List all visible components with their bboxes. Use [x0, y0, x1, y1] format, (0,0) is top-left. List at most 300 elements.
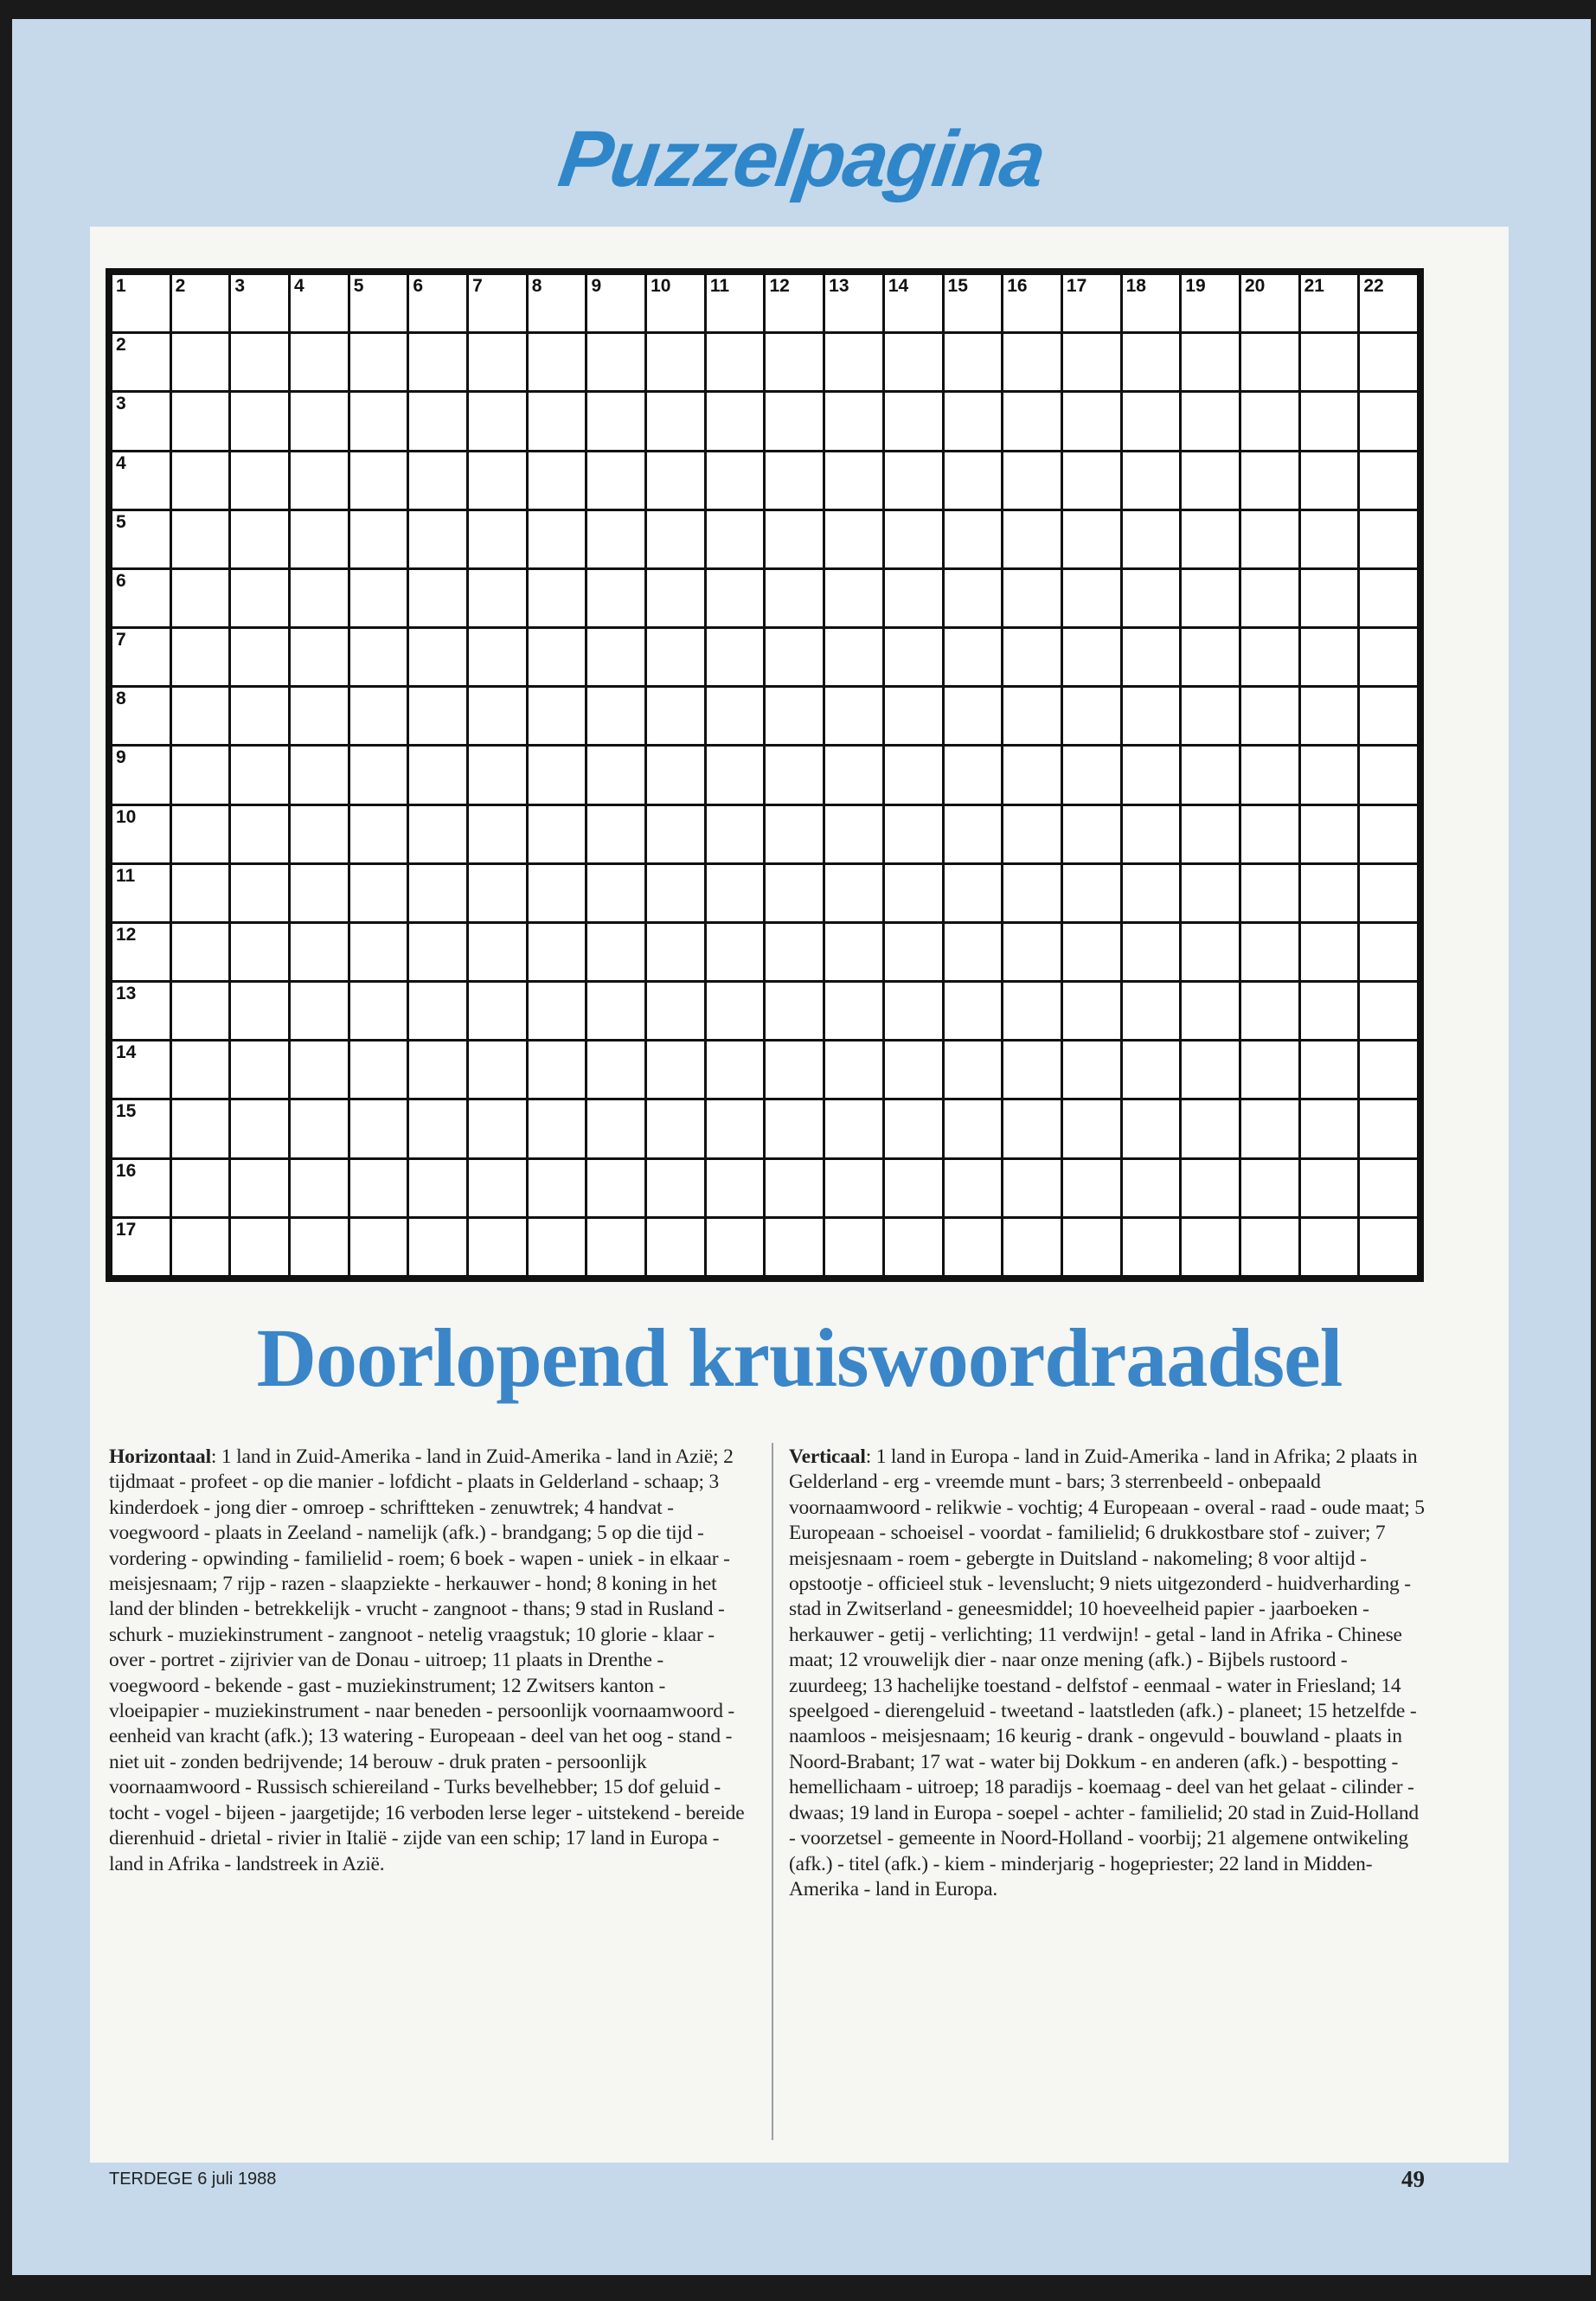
crossword-cell[interactable] [409, 393, 466, 449]
crossword-cell[interactable] [1360, 865, 1417, 921]
crossword-cell[interactable] [1360, 629, 1417, 685]
crossword-cell[interactable] [350, 275, 407, 331]
crossword-cell[interactable] [587, 747, 644, 803]
crossword-cell[interactable] [885, 511, 942, 567]
crossword-cell[interactable] [885, 334, 942, 390]
crossword-cell[interactable] [1063, 570, 1120, 626]
crossword-cell[interactable] [1360, 1100, 1417, 1157]
crossword-cell[interactable] [945, 806, 1002, 862]
crossword-cell[interactable] [707, 334, 764, 390]
crossword-cell[interactable] [945, 393, 1002, 449]
crossword-cell[interactable] [587, 1100, 644, 1157]
crossword-cell[interactable] [231, 629, 288, 685]
crossword-cell[interactable] [291, 1160, 348, 1216]
crossword-cell[interactable] [529, 1160, 586, 1216]
crossword-cell[interactable] [707, 747, 764, 803]
crossword-cell[interactable] [291, 806, 348, 862]
crossword-cell[interactable] [529, 747, 586, 803]
crossword-cell[interactable] [112, 570, 170, 626]
crossword-cell[interactable] [1063, 924, 1120, 980]
crossword-cell[interactable] [647, 865, 704, 921]
crossword-cell[interactable] [409, 924, 466, 980]
crossword-cell[interactable] [1063, 275, 1120, 331]
crossword-cell[interactable] [1003, 806, 1061, 862]
crossword-cell[interactable] [112, 688, 170, 744]
crossword-cell[interactable] [529, 334, 586, 390]
crossword-cell[interactable] [469, 511, 526, 567]
crossword-cell[interactable] [112, 806, 170, 862]
crossword-cell[interactable] [1063, 1160, 1120, 1216]
crossword-cell[interactable] [1182, 334, 1239, 390]
crossword-cell[interactable] [172, 275, 229, 331]
crossword-cell[interactable] [291, 688, 348, 744]
crossword-cell[interactable] [1182, 688, 1239, 744]
crossword-cell[interactable] [231, 511, 288, 567]
crossword-cell[interactable] [1123, 806, 1180, 862]
crossword-cell[interactable] [707, 1100, 764, 1157]
crossword-cell[interactable] [231, 275, 288, 331]
crossword-cell[interactable] [112, 865, 170, 921]
crossword-cell[interactable] [529, 983, 586, 1039]
crossword-cell[interactable] [1301, 334, 1358, 390]
crossword-cell[interactable] [469, 393, 526, 449]
crossword-cell[interactable] [350, 511, 407, 567]
crossword-cell[interactable] [1360, 983, 1417, 1039]
crossword-cell[interactable] [1182, 865, 1239, 921]
crossword-cell[interactable] [707, 924, 764, 980]
crossword-cell[interactable] [885, 865, 942, 921]
crossword-cell[interactable] [587, 1219, 644, 1275]
crossword-cell[interactable] [945, 865, 1002, 921]
crossword-cell[interactable] [707, 629, 764, 685]
crossword-cell[interactable] [231, 983, 288, 1039]
crossword-cell[interactable] [1241, 452, 1298, 509]
crossword-cell[interactable] [1003, 1219, 1061, 1275]
crossword-cell[interactable] [172, 334, 229, 390]
crossword-cell[interactable] [469, 747, 526, 803]
crossword-cell[interactable] [766, 1100, 823, 1157]
crossword-cell[interactable] [1063, 747, 1120, 803]
crossword-cell[interactable] [1301, 1100, 1358, 1157]
crossword-cell[interactable] [350, 334, 407, 390]
crossword-cell[interactable] [1301, 275, 1358, 331]
crossword-cell[interactable] [1063, 688, 1120, 744]
crossword-cell[interactable] [1182, 924, 1239, 980]
crossword-cell[interactable] [1063, 393, 1120, 449]
crossword-cell[interactable] [1301, 747, 1358, 803]
crossword-cell[interactable] [291, 924, 348, 980]
crossword-cell[interactable] [350, 629, 407, 685]
crossword-cell[interactable] [112, 511, 170, 567]
crossword-cell[interactable] [825, 688, 882, 744]
crossword-cell[interactable] [766, 806, 823, 862]
crossword-cell[interactable] [1301, 393, 1358, 449]
crossword-cell[interactable] [469, 983, 526, 1039]
crossword-cell[interactable] [1360, 570, 1417, 626]
crossword-cell[interactable] [529, 629, 586, 685]
crossword-cell[interactable] [1182, 1100, 1239, 1157]
crossword-cell[interactable] [112, 629, 170, 685]
crossword-cell[interactable] [112, 747, 170, 803]
crossword-cell[interactable] [647, 452, 704, 509]
crossword-cell[interactable] [647, 688, 704, 744]
crossword-cell[interactable] [766, 924, 823, 980]
crossword-cell[interactable] [885, 629, 942, 685]
crossword-cell[interactable] [647, 983, 704, 1039]
crossword-cell[interactable] [529, 1042, 586, 1098]
crossword-cell[interactable] [1241, 688, 1298, 744]
crossword-cell[interactable] [1003, 629, 1061, 685]
crossword-cell[interactable] [825, 393, 882, 449]
crossword-cell[interactable] [766, 393, 823, 449]
crossword-cell[interactable] [825, 629, 882, 685]
crossword-cell[interactable] [409, 1219, 466, 1275]
crossword-cell[interactable] [409, 806, 466, 862]
crossword-cell[interactable] [409, 865, 466, 921]
crossword-cell[interactable] [1360, 275, 1417, 331]
crossword-cell[interactable] [945, 688, 1002, 744]
crossword-cell[interactable] [409, 570, 466, 626]
crossword-cell[interactable] [1241, 806, 1298, 862]
crossword-cell[interactable] [1123, 924, 1180, 980]
crossword-cell[interactable] [1360, 1219, 1417, 1275]
crossword-cell[interactable] [1063, 983, 1120, 1039]
crossword-cell[interactable] [885, 393, 942, 449]
crossword-cell[interactable] [172, 806, 229, 862]
crossword-cell[interactable] [172, 1160, 229, 1216]
crossword-cell[interactable] [885, 924, 942, 980]
crossword-cell[interactable] [469, 452, 526, 509]
crossword-cell[interactable] [1241, 865, 1298, 921]
crossword-cell[interactable] [409, 452, 466, 509]
crossword-cell[interactable] [885, 688, 942, 744]
crossword-cell[interactable] [647, 275, 704, 331]
crossword-cell[interactable] [1063, 1042, 1120, 1098]
crossword-cell[interactable] [1182, 983, 1239, 1039]
crossword-cell[interactable] [469, 1042, 526, 1098]
crossword-cell[interactable] [1003, 511, 1061, 567]
crossword-cell[interactable] [885, 452, 942, 509]
crossword-cell[interactable] [587, 924, 644, 980]
crossword-cell[interactable] [885, 747, 942, 803]
crossword-cell[interactable] [825, 1160, 882, 1216]
crossword-cell[interactable] [647, 1219, 704, 1275]
crossword-cell[interactable] [291, 393, 348, 449]
crossword-cell[interactable] [1063, 511, 1120, 567]
crossword-cell[interactable] [231, 924, 288, 980]
crossword-cell[interactable] [1301, 1160, 1358, 1216]
crossword-cell[interactable] [409, 1042, 466, 1098]
crossword-cell[interactable] [1123, 1042, 1180, 1098]
crossword-cell[interactable] [172, 452, 229, 509]
crossword-cell[interactable] [1241, 393, 1298, 449]
crossword-cell[interactable] [350, 806, 407, 862]
crossword-cell[interactable] [1241, 629, 1298, 685]
crossword-cell[interactable] [825, 1042, 882, 1098]
crossword-cell[interactable] [1301, 865, 1358, 921]
crossword-cell[interactable] [825, 570, 882, 626]
crossword-cell[interactable] [1182, 806, 1239, 862]
crossword-cell[interactable] [587, 1160, 644, 1216]
crossword-cell[interactable] [945, 452, 1002, 509]
crossword-cell[interactable] [469, 865, 526, 921]
crossword-cell[interactable] [529, 865, 586, 921]
crossword-cell[interactable] [825, 511, 882, 567]
crossword-cell[interactable] [825, 275, 882, 331]
crossword-cell[interactable] [825, 806, 882, 862]
crossword-cell[interactable] [1241, 334, 1298, 390]
crossword-cell[interactable] [1360, 806, 1417, 862]
crossword-cell[interactable] [469, 570, 526, 626]
crossword-cell[interactable] [1241, 570, 1298, 626]
crossword-cell[interactable] [231, 806, 288, 862]
crossword-cell[interactable] [1003, 1042, 1061, 1098]
crossword-cell[interactable] [587, 865, 644, 921]
crossword-cell[interactable] [707, 1219, 764, 1275]
crossword-cell[interactable] [529, 511, 586, 567]
crossword-cell[interactable] [1003, 747, 1061, 803]
crossword-cell[interactable] [1241, 275, 1298, 331]
crossword-cell[interactable] [291, 275, 348, 331]
crossword-cell[interactable] [1241, 511, 1298, 567]
crossword-cell[interactable] [350, 393, 407, 449]
crossword-cell[interactable] [885, 275, 942, 331]
crossword-cell[interactable] [231, 393, 288, 449]
crossword-cell[interactable] [1123, 393, 1180, 449]
crossword-cell[interactable] [231, 1100, 288, 1157]
crossword-cell[interactable] [469, 1160, 526, 1216]
crossword-cell[interactable] [587, 983, 644, 1039]
crossword-cell[interactable] [231, 688, 288, 744]
crossword-cell[interactable] [172, 1219, 229, 1275]
crossword-cell[interactable] [1003, 983, 1061, 1039]
crossword-cell[interactable] [291, 747, 348, 803]
crossword-cell[interactable] [529, 452, 586, 509]
crossword-cell[interactable] [1003, 924, 1061, 980]
crossword-cell[interactable] [529, 924, 586, 980]
crossword-cell[interactable] [172, 393, 229, 449]
crossword-cell[interactable] [707, 1042, 764, 1098]
crossword-cell[interactable] [529, 688, 586, 744]
crossword-cell[interactable] [885, 983, 942, 1039]
crossword-cell[interactable] [707, 1160, 764, 1216]
crossword-cell[interactable] [350, 865, 407, 921]
crossword-cell[interactable] [231, 570, 288, 626]
crossword-cell[interactable] [469, 334, 526, 390]
crossword-cell[interactable] [766, 629, 823, 685]
crossword-cell[interactable] [409, 688, 466, 744]
crossword-cell[interactable] [172, 865, 229, 921]
crossword-cell[interactable] [231, 1042, 288, 1098]
crossword-cell[interactable] [1241, 983, 1298, 1039]
crossword-cell[interactable] [291, 570, 348, 626]
crossword-cell[interactable] [587, 393, 644, 449]
crossword-cell[interactable] [172, 1042, 229, 1098]
crossword-cell[interactable] [1360, 334, 1417, 390]
crossword-cell[interactable] [1360, 452, 1417, 509]
crossword-cell[interactable] [1003, 865, 1061, 921]
crossword-cell[interactable] [1123, 1100, 1180, 1157]
crossword-cell[interactable] [469, 275, 526, 331]
crossword-cell[interactable] [231, 1160, 288, 1216]
crossword-cell[interactable] [945, 1042, 1002, 1098]
crossword-cell[interactable] [707, 570, 764, 626]
crossword-cell[interactable] [1003, 570, 1061, 626]
crossword-cell[interactable] [409, 511, 466, 567]
crossword-cell[interactable] [172, 1100, 229, 1157]
crossword-cell[interactable] [1241, 924, 1298, 980]
crossword-cell[interactable] [1003, 688, 1061, 744]
crossword-cell[interactable] [172, 570, 229, 626]
crossword-cell[interactable] [825, 983, 882, 1039]
crossword-cell[interactable] [1063, 1100, 1120, 1157]
crossword-cell[interactable] [1182, 570, 1239, 626]
crossword-cell[interactable] [350, 1219, 407, 1275]
crossword-cell[interactable] [409, 334, 466, 390]
crossword-cell[interactable] [1123, 334, 1180, 390]
crossword-cell[interactable] [825, 1100, 882, 1157]
crossword-cell[interactable] [1301, 570, 1358, 626]
crossword-cell[interactable] [945, 747, 1002, 803]
crossword-cell[interactable] [825, 747, 882, 803]
crossword-cell[interactable] [1360, 1042, 1417, 1098]
crossword-cell[interactable] [1360, 393, 1417, 449]
crossword-cell[interactable] [409, 1100, 466, 1157]
crossword-cell[interactable] [172, 688, 229, 744]
crossword-cell[interactable] [1301, 688, 1358, 744]
crossword-cell[interactable] [1360, 688, 1417, 744]
crossword-cell[interactable] [587, 629, 644, 685]
crossword-cell[interactable] [409, 1160, 466, 1216]
crossword-cell[interactable] [291, 629, 348, 685]
crossword-cell[interactable] [766, 747, 823, 803]
crossword-cell[interactable] [885, 1042, 942, 1098]
crossword-cell[interactable] [647, 1160, 704, 1216]
crossword-cell[interactable] [707, 452, 764, 509]
crossword-cell[interactable] [350, 570, 407, 626]
crossword-cell[interactable] [1003, 1100, 1061, 1157]
crossword-cell[interactable] [1241, 1160, 1298, 1216]
crossword-cell[interactable] [707, 393, 764, 449]
crossword-cell[interactable] [350, 924, 407, 980]
crossword-cell[interactable] [766, 570, 823, 626]
crossword-cell[interactable] [885, 1219, 942, 1275]
crossword-cell[interactable] [945, 1219, 1002, 1275]
crossword-cell[interactable] [1182, 452, 1239, 509]
crossword-cell[interactable] [469, 806, 526, 862]
crossword-cell[interactable] [231, 452, 288, 509]
crossword-cell[interactable] [647, 806, 704, 862]
crossword-cell[interactable] [172, 511, 229, 567]
crossword-cell[interactable] [647, 393, 704, 449]
crossword-cell[interactable] [1301, 924, 1358, 980]
crossword-cell[interactable] [112, 393, 170, 449]
crossword-cell[interactable] [945, 570, 1002, 626]
crossword-cell[interactable] [885, 1100, 942, 1157]
crossword-cell[interactable] [647, 1100, 704, 1157]
crossword-cell[interactable] [1182, 511, 1239, 567]
crossword-cell[interactable] [112, 1042, 170, 1098]
crossword-cell[interactable] [766, 983, 823, 1039]
crossword-cell[interactable] [231, 865, 288, 921]
crossword-cell[interactable] [1360, 1160, 1417, 1216]
crossword-cell[interactable] [350, 983, 407, 1039]
crossword-cell[interactable] [112, 452, 170, 509]
crossword-cell[interactable] [1123, 688, 1180, 744]
crossword-cell[interactable] [885, 806, 942, 862]
crossword-cell[interactable] [172, 629, 229, 685]
crossword-cell[interactable] [291, 983, 348, 1039]
crossword-cell[interactable] [112, 275, 170, 331]
crossword-cell[interactable] [766, 688, 823, 744]
crossword-cell[interactable] [825, 452, 882, 509]
crossword-cell[interactable] [291, 334, 348, 390]
crossword-cell[interactable] [1063, 452, 1120, 509]
crossword-cell[interactable] [945, 629, 1002, 685]
crossword-cell[interactable] [1241, 1100, 1298, 1157]
crossword-cell[interactable] [1182, 629, 1239, 685]
crossword-cell[interactable] [350, 1100, 407, 1157]
crossword-cell[interactable] [1182, 1042, 1239, 1098]
crossword-cell[interactable] [587, 452, 644, 509]
crossword-cell[interactable] [1301, 452, 1358, 509]
crossword-cell[interactable] [409, 629, 466, 685]
crossword-cell[interactable] [1182, 747, 1239, 803]
crossword-cell[interactable] [469, 924, 526, 980]
crossword-cell[interactable] [409, 747, 466, 803]
crossword-cell[interactable] [1063, 334, 1120, 390]
crossword-cell[interactable] [1182, 275, 1239, 331]
crossword-cell[interactable] [529, 570, 586, 626]
crossword-cell[interactable] [1123, 629, 1180, 685]
crossword-cell[interactable] [1003, 1160, 1061, 1216]
crossword-cell[interactable] [112, 1219, 170, 1275]
crossword-cell[interactable] [112, 983, 170, 1039]
crossword-cell[interactable] [529, 393, 586, 449]
crossword-cell[interactable] [707, 511, 764, 567]
crossword-cell[interactable] [1063, 806, 1120, 862]
crossword-cell[interactable] [766, 1160, 823, 1216]
crossword-cell[interactable] [1063, 629, 1120, 685]
crossword-cell[interactable] [647, 511, 704, 567]
crossword-cell[interactable] [291, 865, 348, 921]
crossword-cell[interactable] [231, 334, 288, 390]
crossword-cell[interactable] [945, 334, 1002, 390]
crossword-cell[interactable] [1301, 806, 1358, 862]
crossword-cell[interactable] [707, 983, 764, 1039]
crossword-cell[interactable] [766, 275, 823, 331]
crossword-cell[interactable] [291, 1042, 348, 1098]
crossword-cell[interactable] [112, 924, 170, 980]
crossword-cell[interactable] [350, 452, 407, 509]
crossword-cell[interactable] [1123, 1219, 1180, 1275]
crossword-cell[interactable] [647, 629, 704, 685]
crossword-cell[interactable] [1063, 1219, 1120, 1275]
crossword-cell[interactable] [1241, 1042, 1298, 1098]
crossword-cell[interactable] [647, 924, 704, 980]
crossword-cell[interactable] [825, 334, 882, 390]
crossword-cell[interactable] [1182, 393, 1239, 449]
crossword-cell[interactable] [766, 865, 823, 921]
crossword-cell[interactable] [766, 452, 823, 509]
crossword-cell[interactable] [529, 1219, 586, 1275]
crossword-cell[interactable] [707, 688, 764, 744]
crossword-cell[interactable] [1301, 629, 1358, 685]
crossword-cell[interactable] [1241, 747, 1298, 803]
crossword-cell[interactable] [1123, 511, 1180, 567]
crossword-cell[interactable] [766, 1219, 823, 1275]
crossword-cell[interactable] [766, 1042, 823, 1098]
